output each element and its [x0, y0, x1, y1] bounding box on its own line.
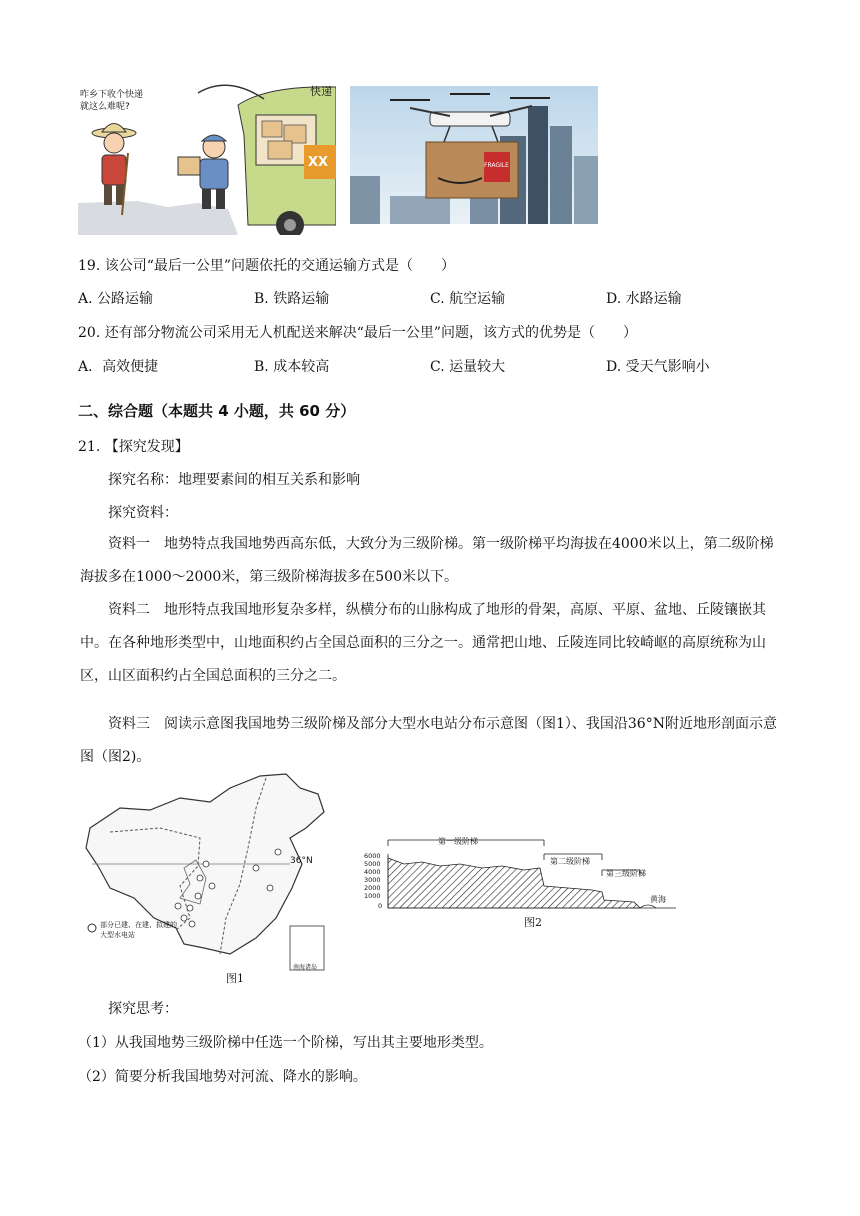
- q19-option-d[interactable]: D. 水路运输: [606, 291, 682, 307]
- profile-step3-label: 第三级阶梯: [606, 869, 646, 878]
- van-mark: XX: [308, 155, 329, 170]
- q21-materials-label: 探究资料：: [108, 505, 178, 521]
- terrain-profile-figure: [364, 830, 684, 930]
- q21-topic: 探究名称：地理要素间的相互关系和影响: [108, 472, 360, 488]
- profile-ytick-4000: 4000: [364, 868, 381, 876]
- map-legend-line2: 大型水电站: [100, 931, 135, 939]
- profile-ytick-2000: 2000: [364, 884, 381, 892]
- q20-option-c[interactable]: C. 运量较大: [430, 359, 506, 375]
- profile-ytick-5000: 5000: [364, 860, 381, 868]
- q19-stem: 19. 该公司“最后一公里”问题依托的交通运输方式是（ ）: [78, 258, 456, 274]
- map-inset-label: 南海诸岛: [293, 964, 318, 971]
- profile-ytick-6000: 6000: [364, 852, 381, 860]
- q19-option-b[interactable]: B. 铁路运输: [254, 291, 330, 307]
- q21-material-2: 资料二 地形特点我国地形复杂多样，纵横分布的山脉构成了地形的骨架，高原、平原、盆地、丘陵镶嵌其中。在各种地形类型中，山地面积约占全国总面积的三分之一。通常把山地、丘陵连同比较崎岖的高原统称为山区，山区面积约占全国总面积的三分之二。: [80, 602, 766, 684]
- van-label: 快递: [310, 85, 332, 98]
- box-fragile-label: FRAGILE: [484, 162, 509, 169]
- rural-delivery-cartoon: [78, 75, 336, 235]
- q20-option-b[interactable]: B. 成本较高: [254, 359, 330, 375]
- q19-option-c[interactable]: C. 航空运输: [430, 291, 506, 307]
- q20-option-a[interactable]: A．高效便捷: [78, 359, 159, 375]
- profile-step2-label: 第二级阶梯: [550, 857, 590, 866]
- q19-option-a[interactable]: A. 公路运输: [78, 291, 154, 307]
- drone-delivery-photo: [350, 86, 598, 224]
- q21-number: 21. 【探究发现】: [78, 439, 189, 455]
- q21-sub-question-1: （1）从我国地势三级阶梯中任选一个阶梯，写出其主要地形类型。: [78, 1035, 493, 1051]
- profile-ytick-3000: 3000: [364, 876, 381, 884]
- cartoon-speech-text: 咋乡下收个快递就这么难呢?: [80, 90, 144, 112]
- profile-step1-label: 第一级阶梯: [438, 837, 478, 846]
- map-legend-line1: 部分已建、在建、拟建的: [100, 921, 177, 929]
- q21-sub-question-2: （2）简要分析我国地势对河流、降水的影响。: [78, 1069, 367, 1085]
- map-latitude-label: 36°N: [290, 856, 313, 866]
- map-caption: 图1: [226, 972, 244, 985]
- q21-thinking-label: 探究思考：: [108, 1001, 178, 1017]
- profile-ytick-1000: 1000: [364, 892, 381, 900]
- profile-sea-label: 黄海: [650, 895, 666, 904]
- q20-option-d[interactable]: D. 受天气影响小: [606, 359, 710, 375]
- q21-material-3: 资料三 阅读示意图我国地势三级阶梯及部分大型水电站分布示意图（图1）、我国沿36°N附近地形剖面示意图（图2)。: [80, 716, 777, 765]
- section2-heading: 二、综合题（本题共 4 小题，共 60 分）: [78, 402, 356, 420]
- q20-stem: 20. 还有部分物流公司采用无人机配送来解决“最后一公里”问题，该方式的优势是（ ）: [78, 325, 638, 341]
- profile-ytick-0: 0: [378, 902, 383, 910]
- profile-caption: 图2: [524, 916, 542, 929]
- q21-material-1: 资料一 地势特点我国地势西高东低，大致分为三级阶梯。第一级阶梯平均海拔在4000米以上，第二级阶梯海拔多在1000～2000米，第三级阶梯海拔多在500米以下。: [80, 536, 774, 585]
- china-terrain-map: [80, 768, 342, 986]
